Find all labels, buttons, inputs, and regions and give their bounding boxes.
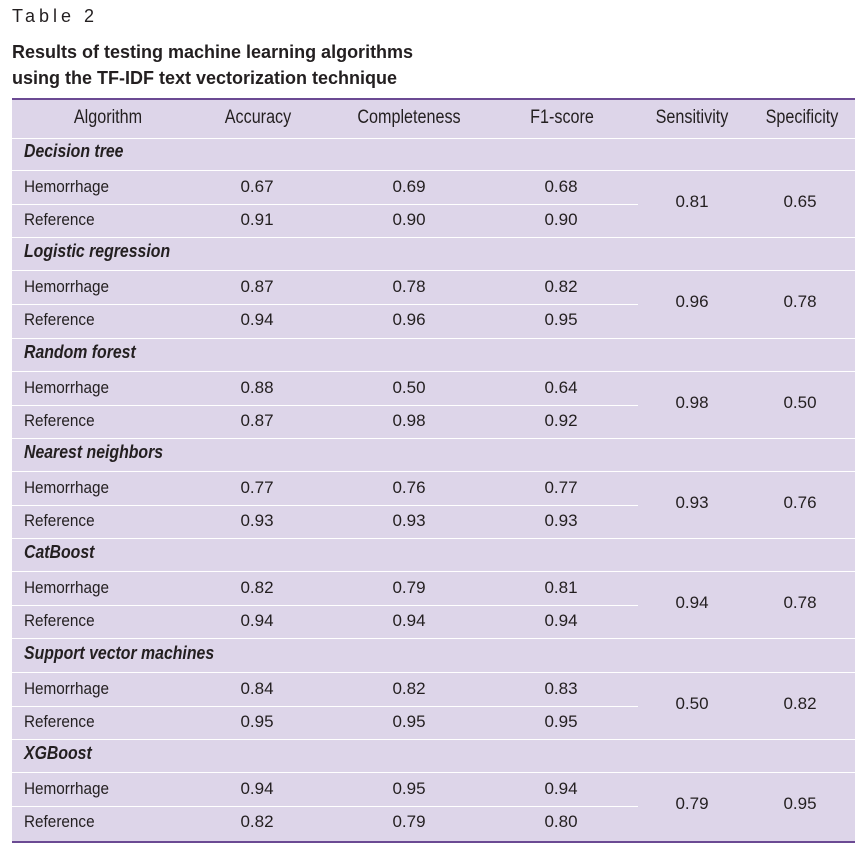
results-table bbox=[12, 98, 855, 843]
accuracy-value: 0.84 bbox=[240, 678, 274, 698]
row-label: Hemorrhage bbox=[24, 277, 110, 297]
completeness-value: 0.95 bbox=[392, 778, 426, 798]
completeness-value: 0.82 bbox=[392, 678, 426, 698]
completeness-value: 0.94 bbox=[392, 611, 426, 631]
sensitivity-value: 0.81 bbox=[675, 192, 709, 211]
f1-score-value: 0.83 bbox=[544, 678, 578, 698]
sensitivity-value: 0.93 bbox=[675, 492, 709, 512]
table-caption bbox=[12, 39, 413, 91]
row-label: Hemorrhage bbox=[24, 177, 110, 196]
header-accuracy: Accuracy bbox=[224, 107, 292, 128]
row-divider bbox=[12, 672, 855, 673]
f1-score-value: 0.81 bbox=[544, 578, 578, 598]
accuracy-value: 0.82 bbox=[240, 578, 274, 598]
group-name: CatBoost bbox=[24, 542, 95, 563]
accuracy-value: 0.95 bbox=[240, 711, 274, 731]
algorithm-group bbox=[12, 138, 855, 238]
algorithm-group bbox=[12, 640, 855, 740]
sensitivity-value: 0.79 bbox=[675, 793, 709, 813]
row-label: Reference bbox=[24, 510, 95, 530]
table-row bbox=[12, 377, 638, 407]
row-label: Reference bbox=[24, 310, 95, 330]
f1-score-value: 0.64 bbox=[544, 377, 578, 397]
accuracy-value: 0.77 bbox=[240, 477, 274, 497]
accuracy-value: 0.88 bbox=[240, 377, 274, 397]
completeness-value: 0.69 bbox=[392, 177, 426, 196]
specificity-value: 0.65 bbox=[783, 192, 817, 211]
row-label: Hemorrhage bbox=[24, 578, 110, 598]
header-algorithm: Algorithm bbox=[73, 107, 143, 128]
f1-score-value: 0.95 bbox=[544, 310, 578, 330]
accuracy-value: 0.94 bbox=[240, 611, 274, 631]
table-row bbox=[12, 711, 638, 741]
algorithm-group bbox=[12, 439, 855, 539]
row-divider bbox=[12, 270, 855, 271]
table-row bbox=[12, 477, 638, 507]
accuracy-value: 0.87 bbox=[240, 277, 274, 297]
completeness-value: 0.50 bbox=[392, 377, 426, 397]
f1-score-value: 0.77 bbox=[544, 477, 578, 497]
table-row bbox=[12, 410, 638, 440]
sensitivity-value: 0.94 bbox=[675, 593, 709, 613]
completeness-value: 0.90 bbox=[392, 210, 426, 229]
algorithm-group bbox=[12, 238, 855, 338]
completeness-value: 0.79 bbox=[392, 578, 426, 598]
completeness-value: 0.93 bbox=[392, 510, 426, 530]
header-f1-score: F1-score bbox=[530, 107, 594, 128]
row-label: Hemorrhage bbox=[24, 377, 110, 397]
table-label: Table 2 bbox=[12, 6, 99, 26]
group-name: Decision tree bbox=[24, 141, 124, 161]
caption-line-1: Results of testing machine learning algorithms bbox=[12, 42, 414, 62]
group-name: Logistic regression bbox=[24, 241, 171, 262]
table-row bbox=[12, 209, 638, 239]
specificity-value: 0.95 bbox=[783, 793, 817, 813]
group-name: Nearest neighbors bbox=[24, 441, 164, 462]
f1-score-value: 0.94 bbox=[544, 778, 578, 798]
table-row bbox=[12, 176, 638, 206]
accuracy-value: 0.87 bbox=[240, 410, 274, 430]
f1-score-value: 0.90 bbox=[544, 210, 578, 229]
row-label: Reference bbox=[24, 611, 95, 631]
table-row bbox=[12, 678, 638, 708]
algorithm-group bbox=[12, 740, 855, 840]
sensitivity-value: 0.50 bbox=[675, 693, 709, 713]
accuracy-value: 0.82 bbox=[240, 811, 274, 831]
group-name: Support vector machines bbox=[24, 642, 215, 663]
header-sensitivity: Sensitivity bbox=[655, 107, 729, 128]
table-row bbox=[12, 276, 638, 306]
specificity-value: 0.78 bbox=[783, 292, 817, 312]
completeness-value: 0.79 bbox=[392, 811, 426, 831]
specificity-value: 0.50 bbox=[783, 392, 817, 412]
row-label: Reference bbox=[24, 210, 95, 229]
table-header-row bbox=[12, 100, 855, 139]
accuracy-value: 0.91 bbox=[240, 210, 274, 229]
row-label: Reference bbox=[24, 711, 95, 731]
row-divider bbox=[12, 371, 855, 372]
group-name: XGBoost bbox=[24, 742, 92, 763]
sensitivity-value: 0.96 bbox=[675, 292, 709, 312]
specificity-value: 0.82 bbox=[783, 693, 817, 713]
completeness-value: 0.76 bbox=[392, 477, 426, 497]
table-row bbox=[12, 577, 638, 607]
caption-line-2: using the TF-IDF text vectorization technique bbox=[12, 68, 398, 88]
accuracy-value: 0.67 bbox=[240, 177, 274, 196]
accuracy-value: 0.93 bbox=[240, 510, 274, 530]
accuracy-value: 0.94 bbox=[240, 310, 274, 330]
row-divider bbox=[12, 772, 855, 773]
f1-score-value: 0.80 bbox=[544, 811, 578, 831]
row-divider bbox=[12, 170, 855, 171]
row-label: Hemorrhage bbox=[24, 477, 110, 497]
completeness-value: 0.78 bbox=[392, 277, 426, 297]
sensitivity-value: 0.98 bbox=[675, 392, 709, 412]
specificity-value: 0.78 bbox=[783, 593, 817, 613]
completeness-value: 0.95 bbox=[392, 711, 426, 731]
completeness-value: 0.98 bbox=[392, 410, 426, 430]
f1-score-value: 0.68 bbox=[544, 177, 578, 196]
table-row bbox=[12, 309, 638, 339]
f1-score-value: 0.82 bbox=[544, 277, 578, 297]
row-label: Hemorrhage bbox=[24, 778, 110, 798]
algorithm-group bbox=[12, 539, 855, 639]
row-divider bbox=[12, 471, 855, 472]
header-specificity: Specificity bbox=[765, 107, 839, 128]
algorithm-group bbox=[12, 339, 855, 439]
f1-score-value: 0.92 bbox=[544, 410, 578, 430]
table-row bbox=[12, 610, 638, 640]
f1-score-value: 0.95 bbox=[544, 711, 578, 731]
f1-score-value: 0.94 bbox=[544, 611, 578, 631]
accuracy-value: 0.94 bbox=[240, 778, 274, 798]
specificity-value: 0.76 bbox=[783, 492, 817, 512]
row-divider bbox=[12, 571, 855, 572]
table-row bbox=[12, 811, 638, 841]
completeness-value: 0.96 bbox=[392, 310, 426, 330]
row-label: Hemorrhage bbox=[24, 678, 110, 698]
header-completeness: Completeness bbox=[357, 107, 461, 128]
f1-score-value: 0.93 bbox=[544, 510, 578, 530]
group-name: Random forest bbox=[24, 341, 136, 362]
row-label: Reference bbox=[24, 410, 95, 430]
table-row bbox=[12, 778, 638, 808]
table-row bbox=[12, 510, 638, 540]
row-label: Reference bbox=[24, 811, 95, 831]
